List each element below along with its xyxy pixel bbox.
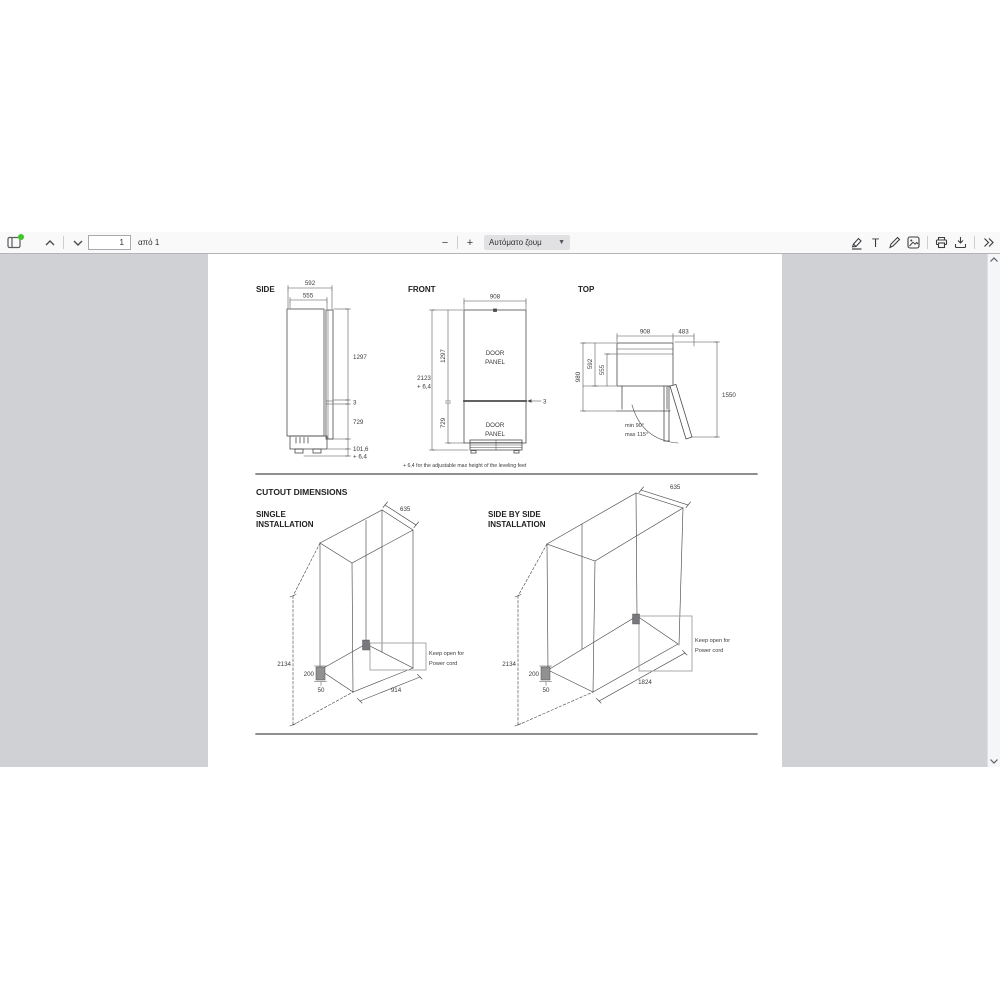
toolbar-separator — [927, 236, 928, 249]
vertical-scrollbar[interactable] — [987, 254, 1000, 767]
dim-label: 483 — [678, 328, 689, 336]
toolbar-separator — [63, 236, 64, 249]
scroll-down-button[interactable] — [988, 756, 1000, 767]
toolbar-separator — [974, 236, 975, 249]
chevron-up-icon — [990, 257, 998, 262]
toolbar-left-group — [6, 232, 159, 253]
chevron-down-icon — [73, 240, 83, 246]
door-panel-label: PANEL — [485, 359, 505, 366]
dim-label: 101,6 — [353, 446, 369, 453]
pen-icon — [888, 236, 901, 249]
leveling-feet-note: + 6,4 for the adjustable max height of the leveling feet — [403, 463, 527, 469]
door-panel-label: DOOR — [485, 422, 505, 429]
dim-label: 729 — [440, 417, 447, 429]
side-view-title: SIDE — [256, 285, 275, 294]
dim-label: 592 — [587, 358, 594, 370]
zoom-out-button[interactable]: − — [441, 236, 449, 249]
toolbar-separator — [457, 236, 458, 249]
double-chevron-right-icon — [983, 237, 995, 248]
side-view — [287, 309, 333, 453]
chevron-down-icon — [990, 759, 998, 764]
download-icon — [954, 236, 967, 249]
dim-label: 1297 — [353, 354, 367, 361]
dim-label: 1297 — [440, 349, 447, 363]
chevron-up-icon — [45, 240, 55, 246]
side-by-side-installation-label: SIDE BY SIDE — [488, 510, 541, 519]
dim-label: 3 — [353, 399, 357, 407]
zoom-level-value: Αυτόματο ζουμ — [489, 238, 542, 247]
dim-label: 3 — [543, 398, 547, 406]
door-angle-max-label: max 115° — [625, 432, 649, 438]
keep-open-note: Power cord — [695, 648, 724, 654]
text-tool-button[interactable] — [867, 234, 884, 251]
pdf-toolbar — [0, 232, 1000, 254]
zoom-in-button[interactable]: + — [466, 236, 474, 249]
dim-label: 50 — [317, 687, 325, 694]
dim-label: 200 — [303, 671, 314, 678]
pdf-viewer-area — [0, 254, 1000, 767]
page-count-label: από 1 — [138, 238, 160, 247]
more-tools-button[interactable] — [980, 234, 997, 251]
dim-label: 635 — [670, 484, 681, 491]
single-installation-drawing — [290, 502, 426, 726]
highlighter-icon — [850, 236, 863, 250]
dim-label: 1550 — [722, 392, 736, 399]
side-view-dimensions — [288, 286, 351, 457]
top-view-title: TOP — [578, 285, 595, 294]
dim-label: 729 — [353, 419, 364, 426]
toolbar-zoom-group — [438, 232, 570, 253]
technical-drawing — [208, 254, 782, 767]
door-panel-label: DOOR — [485, 350, 505, 357]
front-view-title: FRONT — [408, 285, 436, 294]
text-icon — [869, 236, 882, 249]
dim-label: 592 — [304, 280, 316, 287]
svg-text:T: T — [871, 236, 880, 249]
dim-label: 200 — [528, 671, 539, 678]
add-image-tool-button[interactable] — [905, 234, 922, 251]
keep-open-note: Power cord — [429, 661, 458, 667]
pdf-page — [208, 254, 782, 767]
select-chevron-icon: ▼ — [558, 239, 565, 246]
dim-label: 555 — [599, 364, 606, 376]
dim-label: 980 — [575, 371, 582, 383]
keep-open-note: Keep open for — [695, 638, 731, 644]
highlight-tool-button[interactable] — [848, 234, 865, 251]
door-angle-min-label: min 90° — [625, 423, 645, 429]
single-installation-label: INSTALLATION — [256, 520, 314, 529]
dim-label: 555 — [302, 292, 314, 300]
dim-label: 908 — [489, 293, 501, 301]
door-panel-label: PANEL — [485, 431, 505, 438]
toolbar-right-group — [848, 232, 997, 253]
dim-label: 914 — [390, 687, 402, 694]
scroll-up-button[interactable] — [988, 254, 1000, 265]
dim-label: 2134 — [277, 661, 291, 668]
keep-open-note: Keep open for — [429, 651, 465, 657]
sidebar-toggle-button[interactable] — [6, 234, 23, 251]
dim-label: 908 — [639, 328, 651, 336]
notification-dot — [18, 234, 24, 240]
dim-label: + 6,4 — [353, 453, 367, 461]
dim-label: 2134 — [502, 661, 516, 668]
zoom-level-select[interactable] — [484, 235, 570, 250]
previous-page-button[interactable] — [41, 234, 58, 251]
dim-label: + 6,4 — [417, 383, 431, 391]
page-number-input[interactable] — [88, 235, 131, 250]
dim-label: 2123 — [417, 375, 431, 382]
side-by-side-installation-label: INSTALLATION — [488, 520, 546, 529]
cutout-dimensions-title: CUTOUT DIMENSIONS — [256, 487, 348, 497]
printer-icon — [935, 236, 948, 249]
next-page-button[interactable] — [69, 234, 86, 251]
save-button[interactable] — [952, 234, 969, 251]
draw-tool-button[interactable] — [886, 234, 903, 251]
image-icon — [907, 236, 920, 249]
single-installation-label: SINGLE — [256, 510, 286, 519]
dim-label: 635 — [400, 506, 411, 513]
dim-label: 50 — [542, 687, 550, 694]
dim-label: 1824 — [638, 679, 652, 686]
print-button[interactable] — [933, 234, 950, 251]
